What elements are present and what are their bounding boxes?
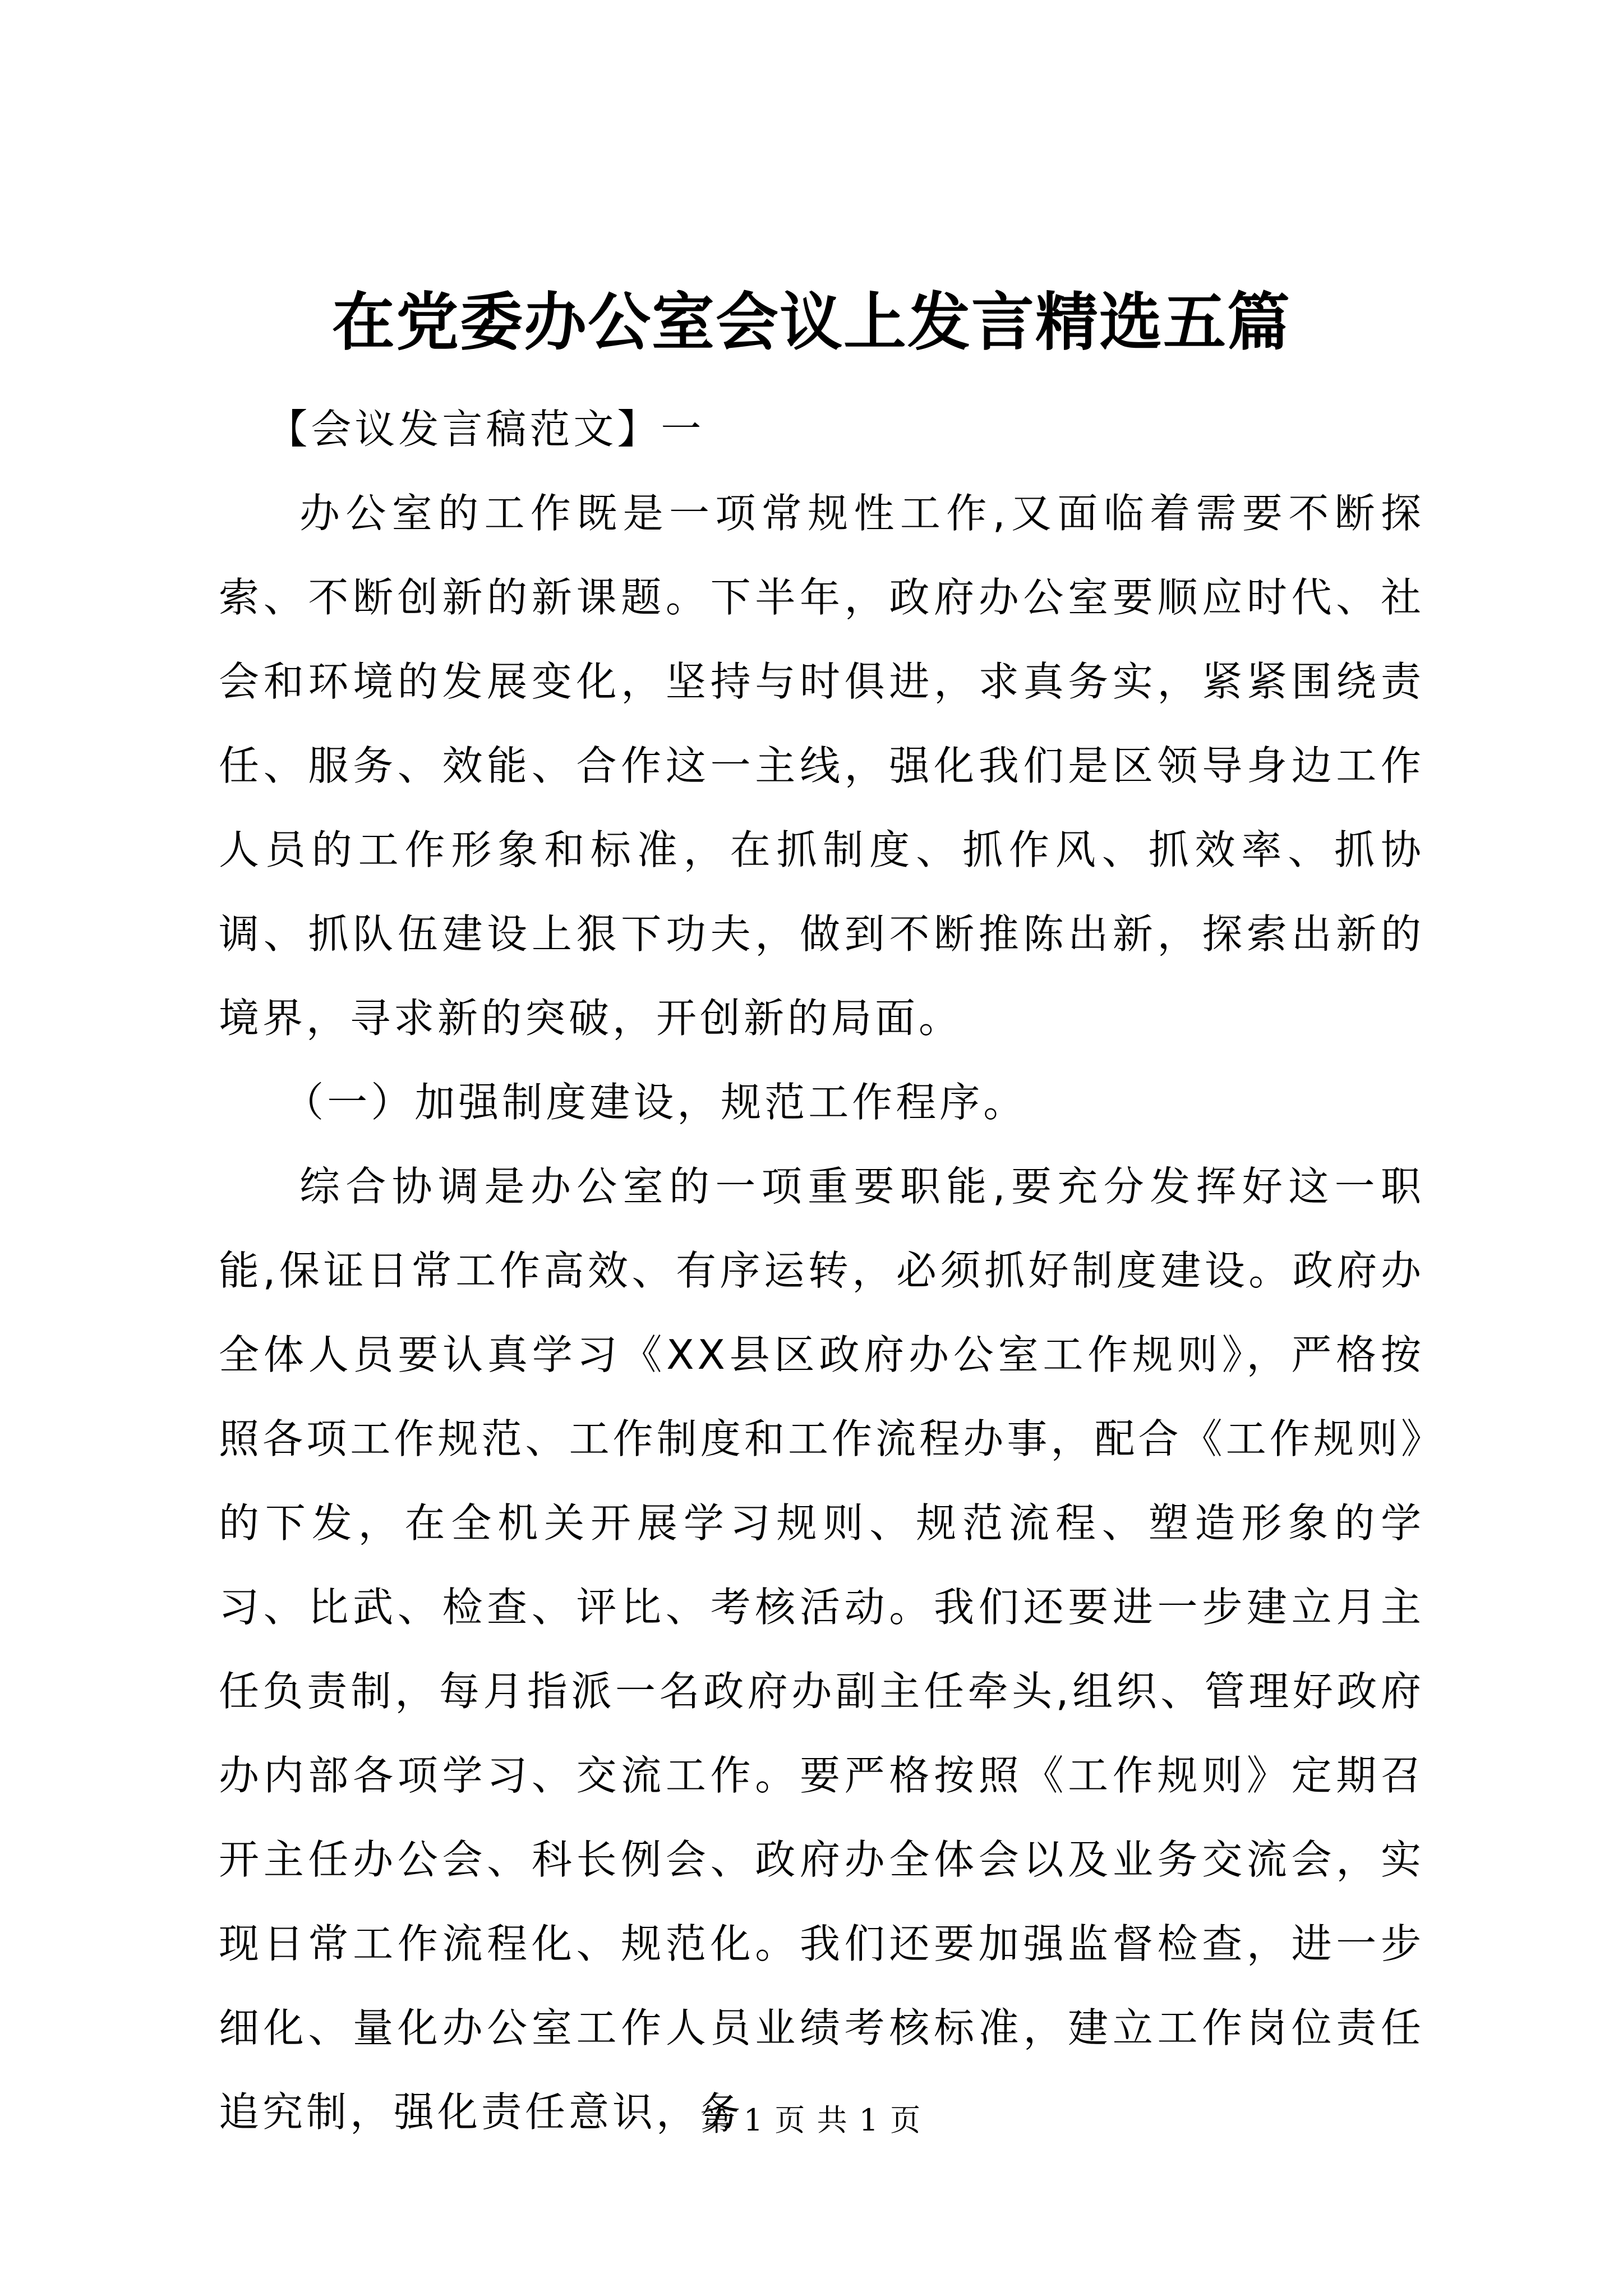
page-footer: 第 1 页 共 1 页 [701, 2102, 922, 2138]
section-label: 【会议发言稿范文】一 [267, 406, 705, 453]
subheading: （一）加强制度建设，规范工作程序。 [283, 1079, 1027, 1126]
document-body [219, 387, 1424, 2154]
paragraph-intro: 办公室的工作既是一项常规性工作,又面临着需要不断探索、不断创新的新课题。下半年，政府办公室要顺应时代、社会和环境的发展变化，坚持与时俱进，求真务实，紧紧围绕责任、服务、效能、合作这一主线，强化我们是区领导身边工作人员的工作形象和标准，在抓制度、抓作风、抓效率、抓协调、抓队伍建设上狠下功夫，做到不断推陈出新，探索出新的境界，寻求新的突破，开创新的局面。 [219, 490, 1424, 1042]
document-title: 在党委办公室会议上发言精选五篇 [332, 286, 1291, 359]
paragraph-body: 综合协调是办公室的一项重要职能,要充分发挥好这一职能,保证日常工作高效、有序运转，必须抓好制度建设。政府办全体人员要认真学习《XX县区政府办公室工作规则》，严格按照各项工作规范、工作制度和工作流程办事，配合《工作规则》的下发，在全机关开展学习规则、规范流程、塑造形象的学习、比武、检查、评比、考核活动。我们还要进一步建立月主任负责制，每月指派一名政府办副主任牵头,组织、管理好政府办内部各项学习、交流工作。要严格按照《工作规则》定期召开主任办公会、科长例会、政府办全体会以及业务交流会，实现日常工作流程化、规范化。我们还要加强监督检查，进一步细化、量化办公室工作人员业绩考核标准，建立工作岗位责任追究制，强化责任意识，务 [219, 1163, 1424, 2136]
